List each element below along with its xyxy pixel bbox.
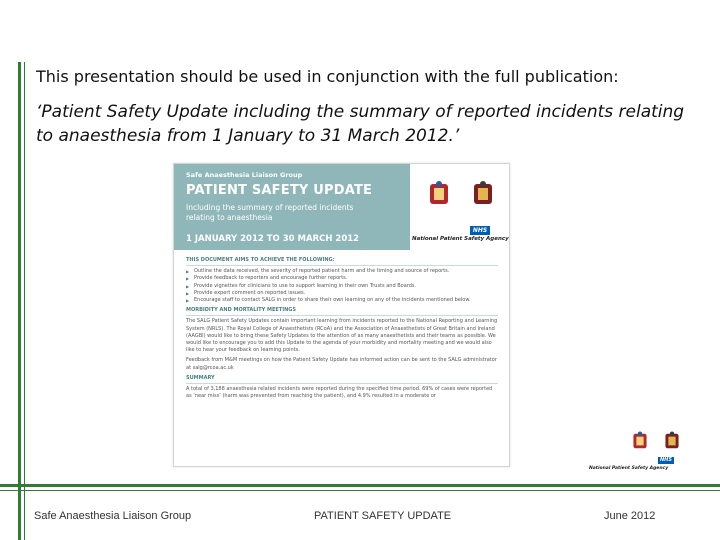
nhs-logo: NHS [470,226,490,235]
publication-thumbnail [173,163,510,467]
rcoa-crest-icon [428,180,450,208]
doc-section-heading: MORBIDITY AND MORTALITY MEETINGS [186,307,498,316]
doc-subtitle: Including the summary of reported incidents relating to anaesthesia [186,203,354,222]
doc-title: PATIENT SAFETY UPDATE [186,183,373,198]
doc-paragraph: A total of 3,188 anaesthesia related incidents were reported during the specified time period. 69% of cases were reported as ‘near miss’ (harm was prevented from reaching the patient), and 4.9% resulted in a moderate or [186,386,493,400]
frame-horizontal-line [0,484,720,487]
footer-org: Safe Anaesthesia Liaison Group [34,510,192,522]
nhs-logo-small: NHS [658,457,674,464]
frame-vertical-line [18,62,21,540]
footer-title: PATIENT SAFETY UPDATE [314,510,452,522]
doc-bullet: ▶ Outline the data received, the severity of reported patient harm and the timing and source of reports. [186,268,498,275]
doc-bullet-list [186,268,498,304]
doc-bullet: ▶ Encourage staff to contact SALG in order to share their own learning on any of the incidents mentioned below. [186,297,498,304]
doc-section-heading: THIS DOCUMENT AIMS TO ACHIEVE THE FOLLOWING: [186,257,498,266]
doc-bullet: ▶ Provide feedback to reporters and encourage further reports. [186,275,498,282]
npsa-label: National Patient Safety Agency [412,236,509,242]
doc-body [186,254,498,403]
footer-date: June 2012 [604,510,656,522]
intro-text: This presentation should be used in conjunction with the full publication: [36,67,619,86]
doc-bullet: ▶ Provide expert comment on reported issues. [186,290,498,297]
doc-paragraph: The SALG Patient Safety Updates contain important learning from incidents reported to the National Reporting and Learning System (NRLS). The Royal College of Anaesthetists (RCoA) and the Association of Anaesthetists of Great Britain and Ireland (AAGBI) would like to bring these Safety Updates to the attention of as many anaesthetists and their teams as possible. We would like to encourage you to add this Update to the agenda of your morbidity and mortality meeting and we would also like to hear your feedback on learning points. [186,318,498,354]
aagbi-crest-small-icon [664,430,680,452]
rcoa-crest-small-icon [632,430,648,452]
doc-section-heading: SUMMARY [186,375,498,384]
doc-paragraph: Feedback from M&M meetings on how the Patient Safety Update has informed action can be sent to the SALG administrator at salg@rcoa.ac.uk [186,357,497,371]
frame-vertical-line-thin [24,62,25,540]
doc-org: Safe Anaesthesia Liaison Group [186,171,303,179]
publication-title: ‘Patient Safety Update including the summary of reported incidents relating to anaesthesia from 1 January to 31 March 2012.’ [36,102,685,146]
doc-date-range: 1 JANUARY 2012 TO 30 MARCH 2012 [186,234,360,244]
doc-bullet: ▶ Provide vignettes for clinicians to use to support learning in their own Trusts and Boards. [186,283,498,290]
npsa-label-small: National Patient Safety Agency [589,466,669,471]
frame-horizontal-line-thin [0,490,720,491]
aagbi-crest-icon [472,180,494,208]
